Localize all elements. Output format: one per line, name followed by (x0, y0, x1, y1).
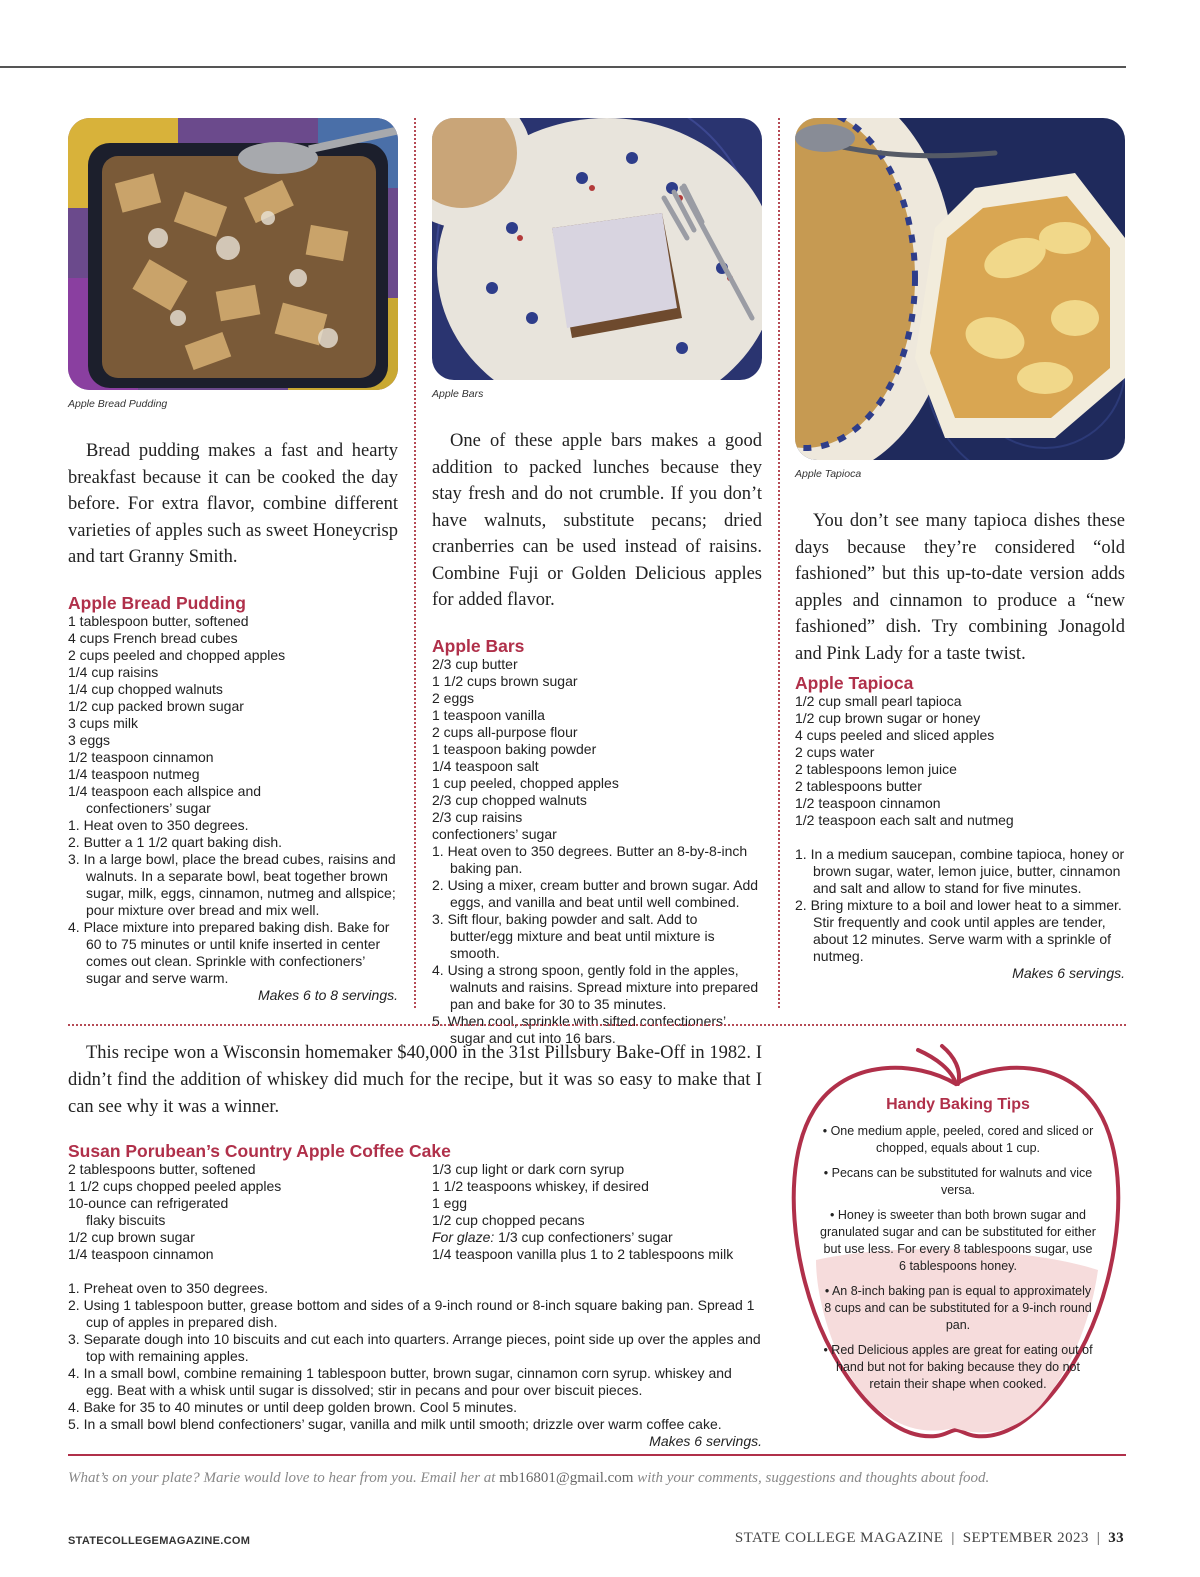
step: 2. Using 1 tablespoon butter, grease bottom and sides of a 9-inch round or 8-inch square baking pan. Spread 1 cup of apples in prepared dish. (68, 1297, 755, 1330)
step: 2. Using a mixer, cream butter and brown sugar. Add eggs, and vanilla and beat until well combined. (432, 876, 759, 910)
ingredient: 2 cups all-purpose flour (432, 723, 578, 740)
ingredient: 1/2 cup small pearl tapioca (795, 693, 962, 709)
tips-title: Handy Baking Tips (886, 1096, 1030, 1113)
step: 4. Bake for 35 to 40 minutes or until deep golden brown. Cool 5 minutes. (68, 1399, 518, 1415)
recipe-column-bread-pudding (68, 118, 398, 1004)
apple-bars-photo (432, 118, 762, 380)
ingredient: 1 egg (432, 1195, 468, 1211)
ingredient: confectioners’ sugar (432, 825, 557, 842)
issue-date: SEPTEMBER 2023 (962, 1530, 1089, 1546)
ingredient: 1/2 cup brown sugar (68, 1229, 195, 1245)
ingredient: 2 cups peeled and chopped apples (68, 646, 286, 663)
intro-paragraph: One of these apple bars makes a good addition to packed lunches because they stay fresh and do not crumble. If you don’t have walnuts, substitute pecans; dried cranberries can be used instead of raisins. Combine Fuji or Golden Delicious apples for added flavor. (432, 431, 762, 610)
step: 3. In a large bowl, place the bread cubes, raisins and walnuts. In a separate bowl, beat together brown sugar, milk, eggs, cinnamon, nutmeg and allspice; pour mixture over bread and mix well. (68, 850, 396, 918)
recipe-column-apple-bars (432, 118, 762, 1047)
publication-line: STATE COLLEGE MAGAZINE | SEPTEMBER 2023 | 33 (734, 1530, 1124, 1546)
intro-paragraph: This recipe won a Wisconsin homemaker $40,000 in the 31st Pillsbury Bake-Off in 1982. I didn’t find the addition of whiskey did much for the recipe, but it was so easy to make that I can see why it was a winner. (68, 1043, 762, 1117)
tip-item: • An 8-inch baking pan is equal to approximately 8 cups and can be substituted for a 9-inch round pan. (824, 1284, 1092, 1332)
ingredient: 1 cup peeled, chopped apples (432, 774, 619, 791)
ingredient: 1/2 teaspoon cinnamon (68, 748, 214, 765)
step: 1. In a medium saucepan, combine tapioca, honey or brown sugar, water, lemon juice, butter, cinnamon and salt and allow to stand for five minutes. (795, 846, 1125, 896)
footer-note: What’s on your plate? Marie would love to hear from you. Email her at mb16801@gmail.com with your comments, suggestions and thoughts about food. (68, 1470, 990, 1486)
ingredient: 2 cups water (795, 744, 875, 760)
ingredient: 1/2 cup brown sugar or honey (795, 710, 981, 726)
ingredient: 1/4 teaspoon vanilla plus 1 to 2 tablespoons milk (432, 1246, 734, 1262)
step: 5. In a small bowl blend confectioners’ sugar, vanilla and milk until smooth; drizzle over warm coffee cake. (68, 1416, 722, 1432)
step-list (432, 843, 762, 1047)
bread-pudding-photo (68, 118, 398, 390)
ingredient: 1/4 teaspoon salt (432, 757, 539, 774)
ingredient: 2/3 cup butter (432, 655, 518, 672)
step: 1. Preheat oven to 350 degrees. (68, 1280, 269, 1296)
baking-tips (820, 1096, 1096, 1401)
servings: Makes 6 servings. (1012, 965, 1125, 981)
ingredient: 2 tablespoons butter (795, 778, 922, 794)
glaze-label: For glaze: (432, 1229, 495, 1245)
ingredient: 1/2 cup packed brown sugar (68, 697, 244, 714)
ingredient: 10-ounce can refrigerated (68, 1195, 229, 1211)
photo-caption: Apple Tapioca (795, 468, 862, 480)
ingredient: 1/2 cup chopped pecans (432, 1212, 585, 1228)
ingredient: 1/4 teaspoon each allspice and (68, 782, 262, 799)
recipe-section-coffee-cake (68, 1040, 762, 1450)
step: 4. Place mixture into prepared baking dish. Bake for 60 to 75 minutes or until knife inserted in center comes out clean. Sprinkle with confectioners’ sugar and serve warm. (68, 918, 390, 986)
step: 3. Sift flour, baking powder and salt. Add to butter/egg mixture and beat until mixture is smooth. (432, 910, 715, 961)
tip-item: • Red Delicious apples are great for eating out of hand but not for baking because they do not retain their shape when cooked. (823, 1343, 1093, 1391)
ingredient: 1 1/2 teaspoons whiskey, if desired (432, 1178, 649, 1194)
step: 2. Bring mixture to a boil and lower heat to a simmer. Stir frequently and cook until apples are tender, about 12 minutes. Serve warm with a sprinkle of nutmeg. (795, 897, 1122, 964)
ingredient (432, 1229, 762, 1246)
ingredient: 1/2 teaspoon each salt and nutmeg (795, 812, 1014, 828)
ingredient: confectioners’ sugar (86, 799, 211, 816)
page-number: 33 (1108, 1530, 1124, 1546)
servings: Makes 6 servings. (649, 1433, 762, 1449)
servings: Makes 6 to 8 servings. (257, 986, 398, 1003)
step: 2. Butter a 1 1/2 quart baking dish. (68, 833, 283, 850)
recipe-title: Susan Porubean’s Country Apple Coffee Cake (68, 1141, 451, 1161)
publication-name: STATE COLLEGE MAGAZINE (734, 1530, 944, 1546)
column-divider (778, 118, 780, 1008)
tip-item: • Honey is sweeter than both brown sugar and granulated sugar and can be substituted for either but use less. For every 8 tablespoons sugar, use 6 tablespoons honey. (820, 1208, 1096, 1273)
section-divider (68, 1024, 1126, 1026)
ingredient-list (795, 693, 1125, 829)
ingredient: 2/3 cup chopped walnuts (432, 791, 587, 808)
tip-item: • Pecans can be substituted for walnuts and vice versa. (823, 1166, 1093, 1197)
email-link[interactable]: mb16801@gmail.com (499, 1470, 634, 1486)
top-rule (0, 66, 1126, 68)
footer-rule (68, 1454, 1126, 1456)
ingredient: 1 teaspoon baking powder (432, 740, 597, 757)
step: 1. Heat oven to 350 degrees. Butter an 8-by-8-inch baking pan. (432, 842, 748, 876)
ingredient: 4 cups French bread cubes (68, 629, 238, 646)
step: 3. Separate dough into 10 biscuits and cut each into quarters. Arrange pieces, point side up over the apples and top with remaining apples. (68, 1331, 761, 1364)
ingredient: 3 cups milk (68, 714, 139, 731)
intro-paragraph: Bread pudding makes a fast and hearty breakfast because it can be cooked the day before. For extra flavor, combine different varieties of apples such as sweet Honeycrisp and tart Granny Smith. (68, 441, 398, 567)
recipe-title: Apple Tapioca (795, 673, 914, 693)
step: 5. When cool, sprinkle with sifted confectioners’ sugar and cut into 16 bars. (432, 1012, 726, 1046)
ingredient: 1/4 teaspoon nutmeg (68, 765, 200, 782)
ingredient-list (68, 1161, 432, 1263)
ingredient-list (68, 613, 398, 817)
column-divider (414, 118, 416, 1008)
recipe-title: Apple Bread Pudding (68, 592, 246, 613)
glaze-ingredient: 1/3 cup confectioners’ sugar (498, 1229, 673, 1245)
ingredient: 1/2 teaspoon cinnamon (795, 795, 941, 811)
step: 1. Heat oven to 350 degrees. (68, 816, 249, 833)
ingredient: 2/3 cup raisins (432, 808, 523, 825)
ingredient: 1/4 cup chopped walnuts (68, 680, 223, 697)
ingredient-list (432, 656, 762, 843)
intro-paragraph: You don’t see many tapioca dishes these days because they’re considered “old fashioned” but this up-to-date version adds apples and cinnamon to produce a “new fashioned” dish. Try combining Jonagold and Pink Lady for a taste twist. (795, 511, 1125, 664)
step: 4. In a small bowl, combine remaining 1 tablespoon butter, brown sugar, cinnamon corn syrup. whiskey and egg. Beat with a whisk until sugar is dissolved; stir in pecans and pour over biscuit pieces. (68, 1365, 732, 1398)
ingredient: 1 1/2 cups brown sugar (432, 672, 578, 689)
website-url[interactable]: STATECOLLEGEMAGAZINE.COM (68, 1535, 251, 1547)
recipe-column-apple-tapioca (795, 118, 1125, 982)
photo-caption: Apple Bread Pudding (68, 398, 168, 410)
ingredient: 3 eggs (68, 731, 111, 748)
step-list (68, 1280, 762, 1433)
tip-item: • One medium apple, peeled, cored and sliced or chopped, equals about 1 cup. (822, 1124, 1094, 1155)
ingredient: 2 tablespoons lemon juice (795, 761, 957, 777)
photo-caption: Apple Bars (432, 388, 484, 400)
ingredient: 2 eggs (432, 689, 475, 706)
step-list (68, 817, 398, 987)
ingredient-list (432, 1161, 762, 1263)
ingredient: 4 cups peeled and sliced apples (795, 727, 995, 743)
ingredient: 1/4 cup raisins (68, 663, 159, 680)
ingredient: 1 teaspoon vanilla (432, 706, 545, 723)
ingredient: 1 1/2 cups chopped peeled apples (68, 1178, 282, 1194)
apple-tapioca-photo (795, 118, 1125, 460)
ingredient: 1/4 teaspoon cinnamon (68, 1246, 214, 1262)
ingredient: 1/3 cup light or dark corn syrup (432, 1161, 625, 1177)
step-list (795, 846, 1125, 965)
recipe-title: Apple Bars (432, 635, 525, 656)
ingredient: flaky biscuits (86, 1212, 166, 1228)
step: 4. Using a strong spoon, gently fold in the apples, walnuts and raisins. Spread mixture into prepared pan and bake for 30 to 35 minutes. (432, 961, 759, 1012)
ingredient: 2 tablespoons butter, softened (68, 1161, 256, 1177)
ingredient: 1 tablespoon butter, softened (68, 612, 249, 629)
ingredient-columns (68, 1161, 762, 1263)
